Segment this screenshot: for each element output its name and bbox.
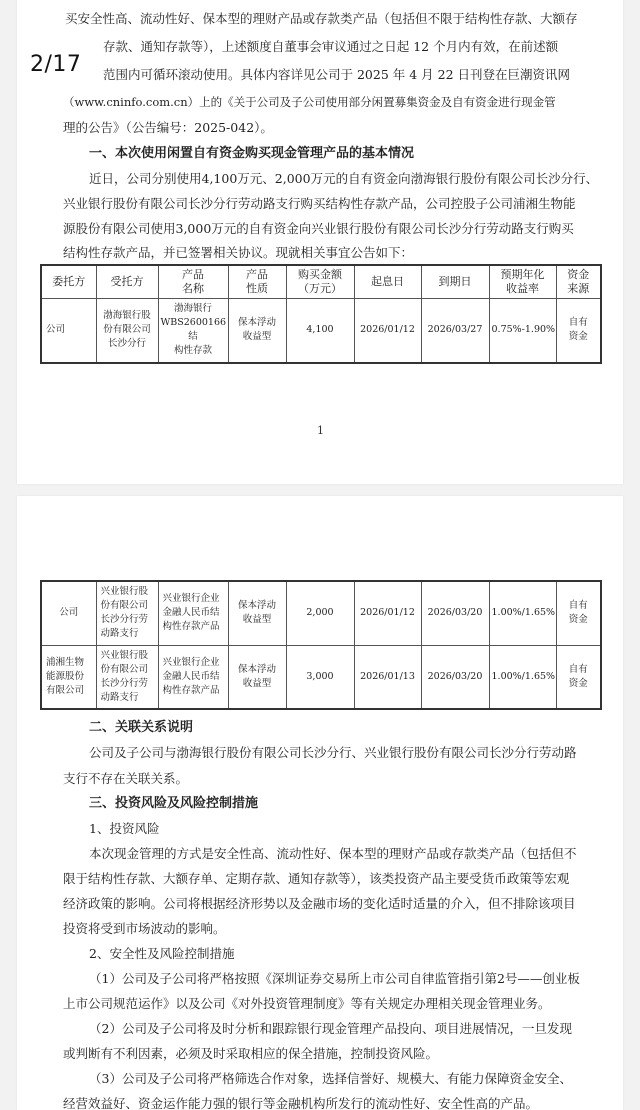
section1-heading: 一、本次使用闲置自有资金购买现金管理产品的基本情况 (89, 146, 415, 161)
sub2-line-2: 上市公司规范运作》以及公司《对外投资管理制度》等有关规定办理相关现金管理业务。 (63, 996, 551, 1011)
page-indicator: 2/17 (30, 52, 82, 77)
products-table-part1 (40, 264, 602, 364)
section1-line-4: 结构性存款产品，并已签署相关协议。现就相关事宜公告如下： (63, 245, 414, 260)
table-cell: 1.00%/1.65% (489, 645, 556, 709)
table-cell: 保本浮动 收益型 (228, 299, 286, 363)
table-cell: 渤海银行 WBS2600166结 构性存款 (158, 299, 228, 363)
table-header-row (41, 265, 601, 299)
table-cell: 兴业银行股 份有限公司 长沙分行劳 动路支行 (96, 645, 158, 709)
table-cell: 浦湘生物 能源股份 有限公司 (41, 645, 96, 709)
section2-line-2: 支行不存在关联关系。 (63, 771, 189, 786)
sub2-line-6: 经营效益好、资金运作能力强的银行等金融机构所发行的流动性好、安全性高的产品。 (63, 1096, 539, 1110)
table-cell: 0.75%-1.90% (489, 299, 556, 363)
sub1-line-4: 投资将受到市场波动的影响。 (63, 921, 226, 936)
intro-line-1: 买安全性高、流动性好、保本型的理财产品或存款类产品（包括但不限于结构性存款、大额存 (65, 11, 578, 26)
table-cell: 保本浮动 收益型 (228, 645, 286, 709)
header-cell: 受托方 (96, 265, 158, 299)
table-cell: 自有 资金 (556, 581, 601, 645)
subsection2-heading: 2、安全性及风险控制措施 (89, 946, 235, 961)
products-table-part2 (40, 580, 602, 710)
table-cell: 保本浮动 收益型 (228, 581, 286, 645)
sub1-line-2: 限于结构性存款、大额存单、定期存款、通知存款等），该类投资产品主要受货币政策等宏观 (63, 871, 570, 886)
header-cell: 资金 来源 (556, 265, 601, 299)
table-row (41, 299, 601, 363)
sub2-line-4: 或判断有不利因素，必须及时采取相应的保全措施，控制投资风险。 (63, 1046, 439, 1061)
sub2-line-5: （3）公司及子公司将严格筛选合作对象，选择信誉好、规模大、有能力保障资金安全、 (89, 1071, 572, 1086)
header-cell: 到期日 (421, 265, 489, 299)
table-cell: 兴业银行企业 金融人民币结 构性存款产品 (158, 581, 228, 645)
intro-line-5: 理的公告》（公告编号：2025-042）。 (63, 120, 273, 135)
table-cell: 2026/03/20 (421, 581, 489, 645)
table-cell: 兴业银行股 份有限公司 长沙分行劳 动路支行 (96, 581, 158, 645)
table-cell: 自有 资金 (556, 645, 601, 709)
section2-line-1: 公司及子公司与渤海银行股份有限公司长沙分行、兴业银行股份有限公司长沙分行劳动路 (89, 745, 577, 760)
table-cell: 2026/03/20 (421, 645, 489, 709)
section2-heading: 二、关联关系说明 (89, 720, 194, 735)
table-row (41, 581, 601, 645)
sub1-line-3: 经济政策的影响。公司将根据经济形势以及金融市场的变化适时适量的介入，但不排除该项目 (63, 896, 576, 911)
section1-line-3: 源股份有限公司使用3,000万元的自有资金向兴业银行股份有限公司长沙分行劳动路支行购买 (63, 221, 574, 236)
table-cell: 公司 (41, 299, 96, 363)
table-cell: 2,000 (286, 581, 354, 645)
header-cell: 购买金额 （万元） (286, 265, 354, 299)
table-cell: 自有 资金 (556, 299, 601, 363)
intro-line-4: （www.cninfo.com.cn）上的《关于公司及子公司使用部分闲置募集资金及自有资金进行现金管 (63, 95, 556, 109)
table-cell: 兴业银行企业 金融人民币结 构性存款产品 (158, 645, 228, 709)
intro-line-3: 范围内可循环滚动使用。具体内容详见公司于 2025 年 4 月 22 日刊登在巨潮资讯网 (103, 67, 571, 82)
subsection1-heading: 1、投资风险 (89, 821, 160, 836)
table-cell: 3,000 (286, 645, 354, 709)
table-cell: 渤海银行股 份有限公司 长沙分行 (96, 299, 158, 363)
section3-heading: 三、投资风险及风险控制措施 (89, 796, 259, 811)
page-number: 1 (317, 424, 324, 437)
header-cell: 产品 名称 (158, 265, 228, 299)
table-cell: 公司 (41, 581, 96, 645)
table-cell: 2026/01/13 (354, 645, 421, 709)
table-row (41, 645, 601, 709)
section1-line-1: 近日，公司分别使用4,100万元、2,000万元的自有资金向渤海银行股份有限公司长沙分行、 (89, 171, 599, 186)
section1-line-2: 兴业银行股份有限公司长沙分行劳动路支行购买结构性存款产品，公司控股子公司浦湘生物能 (63, 196, 576, 211)
header-cell: 起息日 (354, 265, 421, 299)
intro-line-2: 存款、通知存款等），上述额度自董事会审议通过之日起 12 个月内有效，在前述额 (103, 39, 559, 54)
table-cell: 4,100 (286, 299, 354, 363)
table-cell: 2026/03/27 (421, 299, 489, 363)
sub2-line-1: （1）公司及子公司将严格按照《深圳证券交易所上市公司自律监管指引第2号——创业板 (89, 971, 580, 986)
table-cell: 1.00%/1.65% (489, 581, 556, 645)
sub1-line-1: 本次现金管理的方式是安全性高、流动性好、保本型的理财产品或存款类产品（包括但不 (89, 846, 577, 861)
header-cell: 委托方 (41, 265, 96, 299)
header-cell: 预期年化 收益率 (489, 265, 556, 299)
table-cell: 2026/01/12 (354, 581, 421, 645)
document-page-2 (17, 496, 623, 1110)
sub2-line-3: （2）公司及子公司将及时分析和跟踪银行现金管理产品投向、项目进展情况，一旦发现 (89, 1021, 572, 1036)
table-cell: 2026/01/12 (354, 299, 421, 363)
document-page-1 (17, 0, 623, 484)
header-cell: 产品 性质 (228, 265, 286, 299)
